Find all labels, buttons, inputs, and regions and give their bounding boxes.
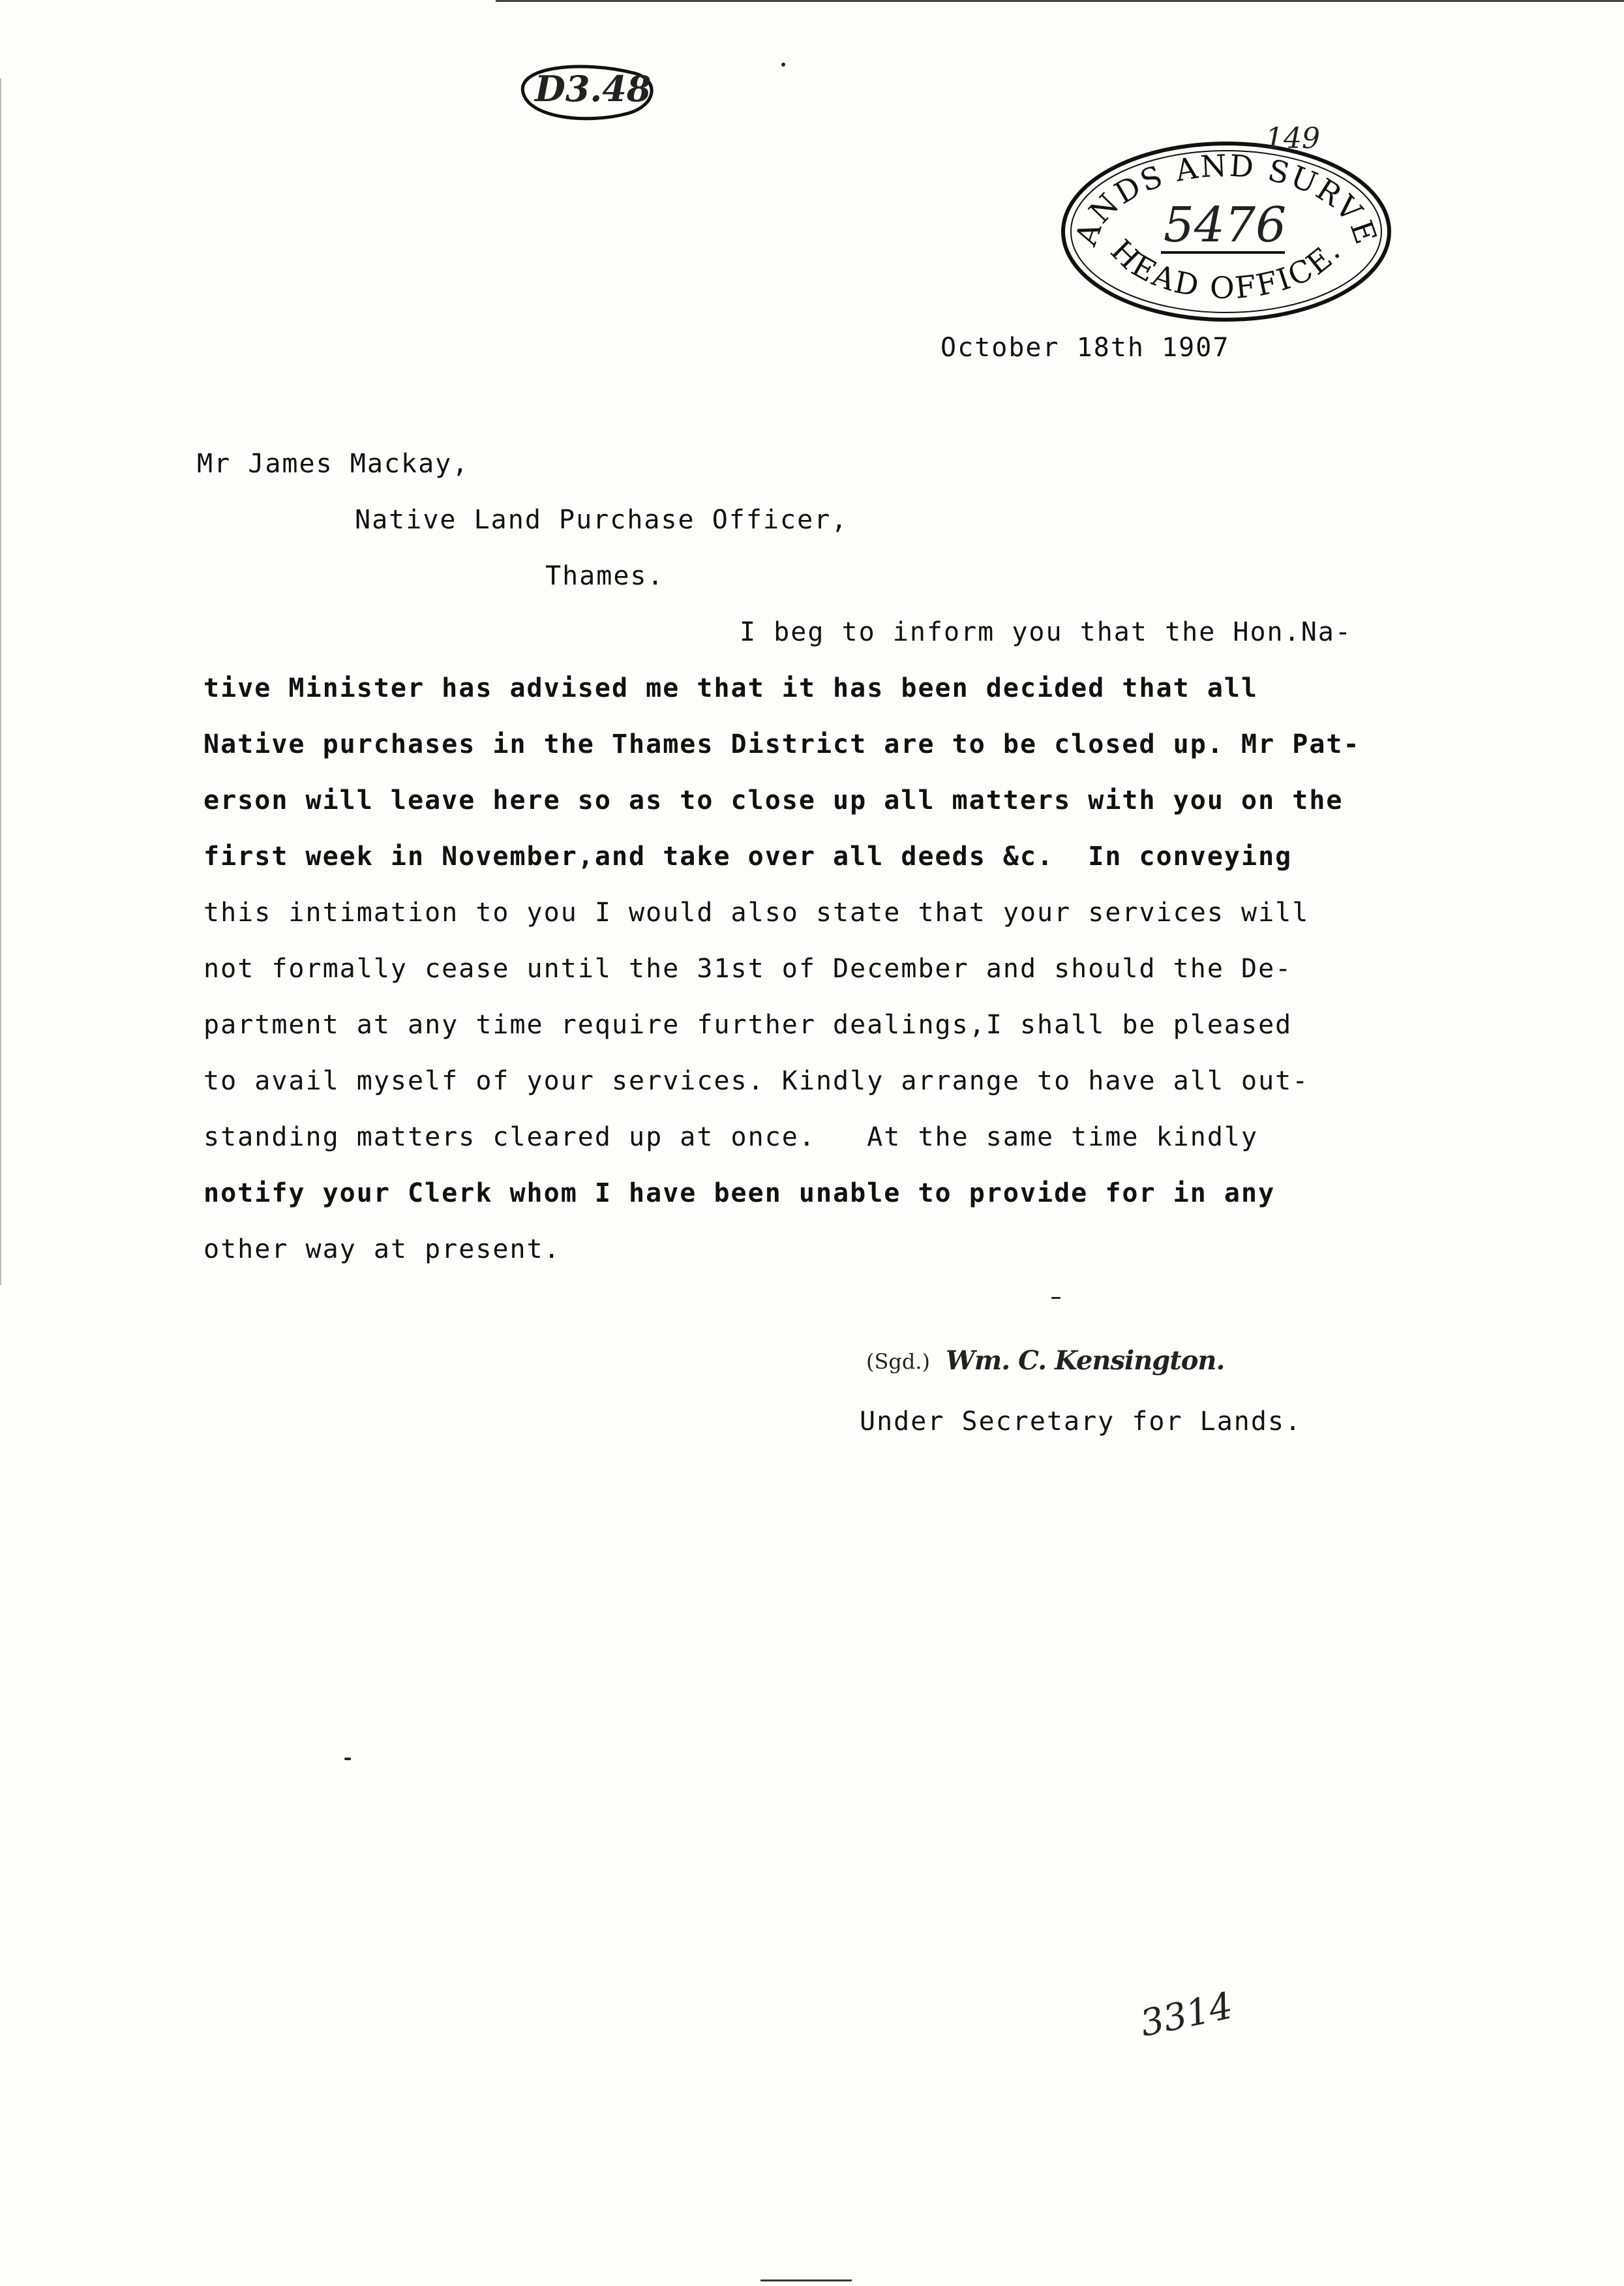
scan-edge-top [496,0,1624,2]
addressee-title: Native Land Purchase Officer, [355,505,849,535]
letter-date: October 18th 1907 [940,333,1230,363]
addressee-place: Thames. [545,561,665,591]
body-line: Native purchases in the Thames District are to be closed up. Mr Pat- [203,729,1361,759]
scan-edge-bottom [760,2279,852,2281]
ink-speck [1051,1297,1060,1299]
body-line: erson will leave here so as to close up all matters with you on the [203,785,1344,815]
body-line: this intimation to you I would also state that your services will [203,898,1310,928]
lands-survey-stamp [1050,121,1402,329]
stamp-bottom-text: HEAD OFFICE. [1104,232,1349,306]
signature-prefix: (Sgd.) [866,1349,931,1374]
signature-title: Under Secretary for Lands. [860,1407,1302,1437]
addressee-name: Mr James Mackay, [197,449,470,479]
scan-edge-left [0,78,1,1285]
body-line: partment at any time require further dealings,I shall be pleased [203,1010,1293,1040]
body-line: to avail myself of your services. Kindly arrange to have all out- [203,1066,1310,1096]
body-line: I beg to inform you that the Hon.Na- [740,617,1352,647]
ink-speck [781,63,785,67]
stamp-handwritten-annotation: 149 [1265,122,1320,155]
file-reference-text: D3.48 [535,68,652,110]
body-line: standing matters cleared up at once. At the same time kindly [203,1122,1259,1152]
signature-name: Wm. C. Kensington. [946,1345,1225,1376]
body-line: tive Minister has advised me that it has been decided that all [203,673,1259,703]
ink-speck [344,1758,351,1760]
stamp-graphic [1050,121,1402,329]
bottom-annotation: 3314 [1136,1984,1237,2046]
body-line: not formally cease until the 31st of December and should the De- [203,954,1293,984]
body-line: first week in November,and take over all deeds &c. In conveying [203,842,1293,872]
stamp-top-text: ANDS AND SURVE [1068,147,1385,251]
file-reference [504,53,660,125]
body-line: notify your Clerk whom I have been unable to provide for in any [203,1178,1276,1208]
stamp-handwritten-number: 5476 [1163,197,1287,253]
body-line: other way at present. [203,1234,561,1264]
